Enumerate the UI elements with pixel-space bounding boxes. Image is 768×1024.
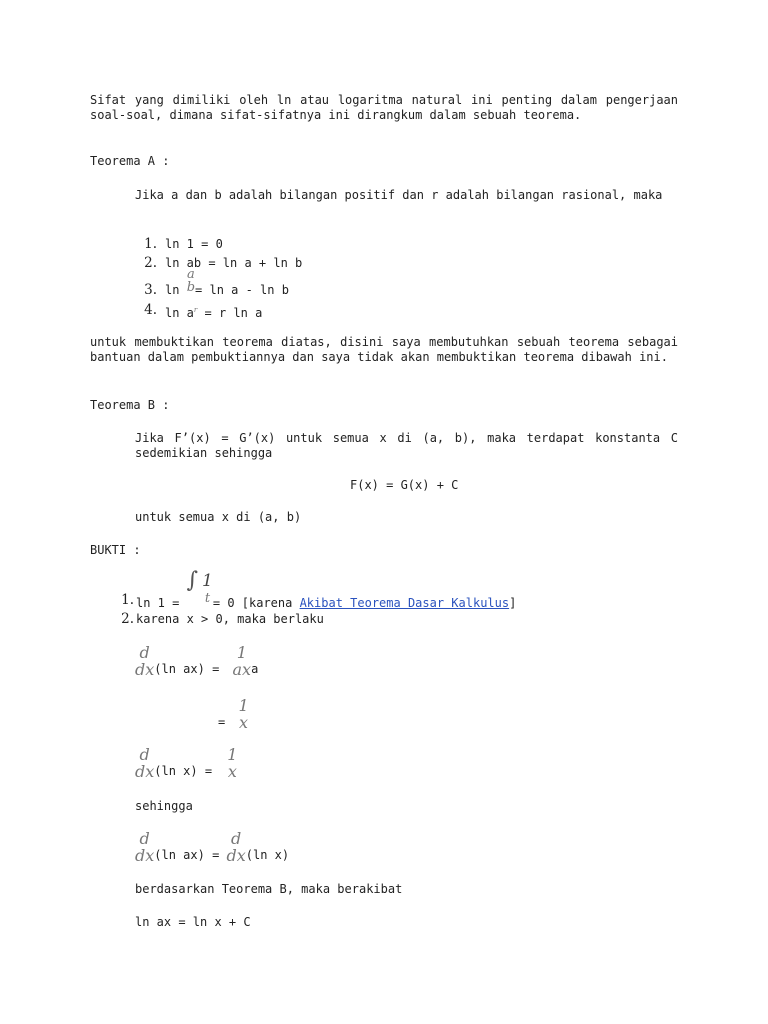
property-formula: ln a b = ln a - ln b (165, 267, 289, 297)
fraction: 1 ax (232, 643, 252, 679)
list-marker: 1. (144, 236, 157, 252)
proof-step-1: ln 1 = ∫ 1 t = 0 [karena Akibat Teorema Dasar Kalkulus] (136, 568, 517, 610)
fraction: 1 x (227, 745, 238, 781)
fraction: d dx (135, 745, 155, 781)
fraction: d dx (135, 829, 155, 865)
list-marker: 4. (144, 302, 157, 318)
equation-equal-derivatives: d dx (ln ax) = d dx (ln x) (135, 829, 290, 865)
teorema-b-formula: F(x) = G(x) + C (350, 478, 459, 492)
teorema-b-heading: Teorema B : (90, 398, 170, 412)
fraction: 1 x (238, 696, 249, 732)
teorema-b-statement: Jika F’(x) = G’(x) untuk semua x di (a, b), maka terdapat konstanta C sedemikian sehingga (135, 431, 678, 460)
equation-simplified: = 1 x (218, 696, 249, 732)
intro-paragraph: Sifat yang dimiliki oleh ln atau logaritma natural ini penting dalam pengerjaan soal-soal, dimana sifat-sifatnya ini dirangkum dalam sebuah teorema. (90, 93, 678, 122)
fraction: 1 t (202, 571, 213, 606)
fraction: d dx (226, 829, 246, 865)
list-marker: 3. (144, 282, 157, 298)
akibat-teorema-link[interactable]: Akibat Teorema Dasar Kalkulus (299, 596, 510, 610)
teorema-a-statement: Jika a dan b adalah bilangan positif dan r adalah bilangan rasional, maka (135, 188, 663, 202)
final-equation: ln ax = ln x + C (135, 915, 251, 929)
list-marker: 2. (121, 611, 134, 627)
list-marker: 1. (121, 592, 134, 608)
bukti-heading: BUKTI : (90, 543, 141, 557)
teorema-b-condition: untuk semua x di (a, b) (135, 510, 302, 524)
fraction: d dx (135, 643, 155, 679)
equation-derivative-ln-x: d dx (ln x) = 1 x (135, 745, 238, 781)
fraction: a b (186, 267, 196, 295)
property-text: ln 1 = 0 (165, 237, 223, 251)
sehingga-text: sehingga (135, 799, 193, 813)
property-formula: $\ln a^r = r$ ln a (165, 306, 263, 320)
transition-paragraph: untuk membuktikan teorema diatas, disini saya membutuhkan sebuah teorema sebagai bantuan dalam pembuktiannya dan saya tidak akan membuktikan teorema dibawah ini. (90, 335, 678, 364)
teorema-a-heading: Teorema A : (90, 154, 170, 168)
property-text: ln ab = ln a + ln b (165, 256, 303, 270)
conclusion-text: berdasarkan Teorema B, maka berakibat (135, 882, 403, 896)
list-marker: 2. (144, 255, 157, 271)
integral-icon: ∫ (186, 568, 199, 593)
equation-derivative-ln-ax: d dx (ln ax) = 1 ax a (135, 643, 259, 679)
proof-step-2: karena x > 0, maka berlaku (136, 612, 324, 626)
